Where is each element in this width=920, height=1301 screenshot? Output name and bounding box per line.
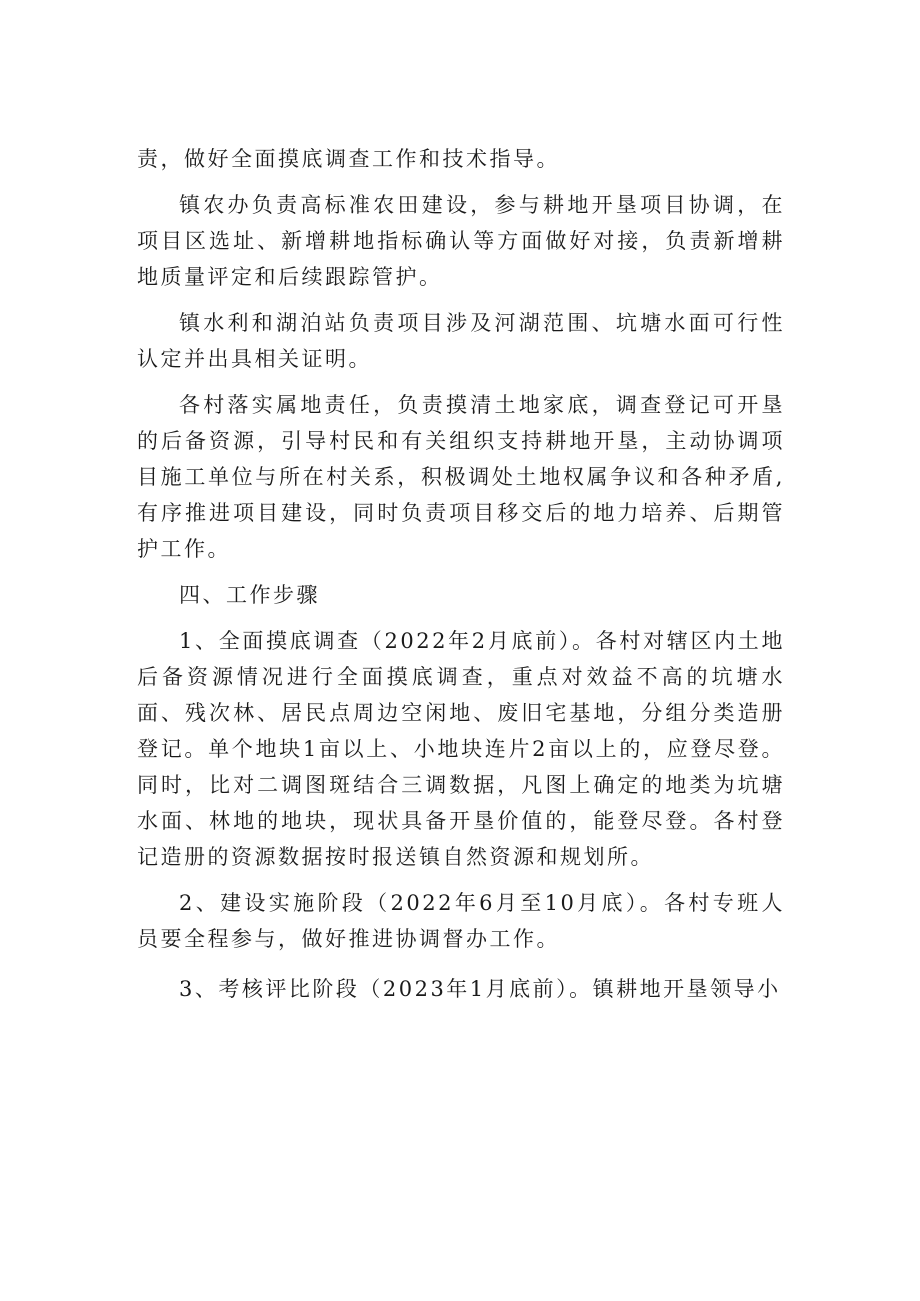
- document-body: [137, 141, 785, 1017]
- paragraph-agriculture-office: 镇农办负责高标准农田建设，参与耕地开垦项目协调，在项目区选址、新增耕地指标确认等方面做好对接，负责新增耕地质量评定和后续跟踪管护。: [137, 193, 785, 289]
- paragraph-step-1: 1、全面摸底调查（2022年2月底前）。各村对辖区内土地后备资源情况进行全面摸底调查，重点对效益不高的坑塘水面、残次林、居民点周边空闲地、废旧宅基地，分组分类造册登记。单个地块1亩以上、小地块连片2亩以上的，应登尽登。同时，比对二调图斑结合三调数据，凡图上确定的地类为坑塘水面、林地的地块，现状具备开垦价值的，能登尽登。各村登记造册的资源数据按时报送镇自然资源和规划所。: [137, 629, 785, 869]
- paragraph-step-3: 3、考核评比阶段（2023年1月底前）。镇耕地开垦领导小: [179, 977, 781, 1001]
- paragraph-villages: 各村落实属地责任，负责摸清土地家底，调查登记可开垦的后备资源，引导村民和有关组织支持耕地开垦，主动协调项目施工单位与所在村关系，积极调处土地权属争议和各种矛盾,有序推进项目建设，同时负责项目移交后的地力培养、后期管护工作。: [137, 393, 785, 561]
- paragraph-responsibility-continued: 责，做好全面摸底调查工作和技术指导。: [137, 147, 560, 171]
- section-heading-work-steps: 四、工作步骤: [179, 583, 320, 607]
- paragraph-water-station: 镇水利和湖泊站负责项目涉及河湖范围、坑塘水面可行性认定并出具相关证明。: [137, 311, 785, 371]
- paragraph-step-2: 2、建设实施阶段（2022年6月至10月底）。各村专班人员要全程参与，做好推进协调督办工作。: [137, 891, 785, 951]
